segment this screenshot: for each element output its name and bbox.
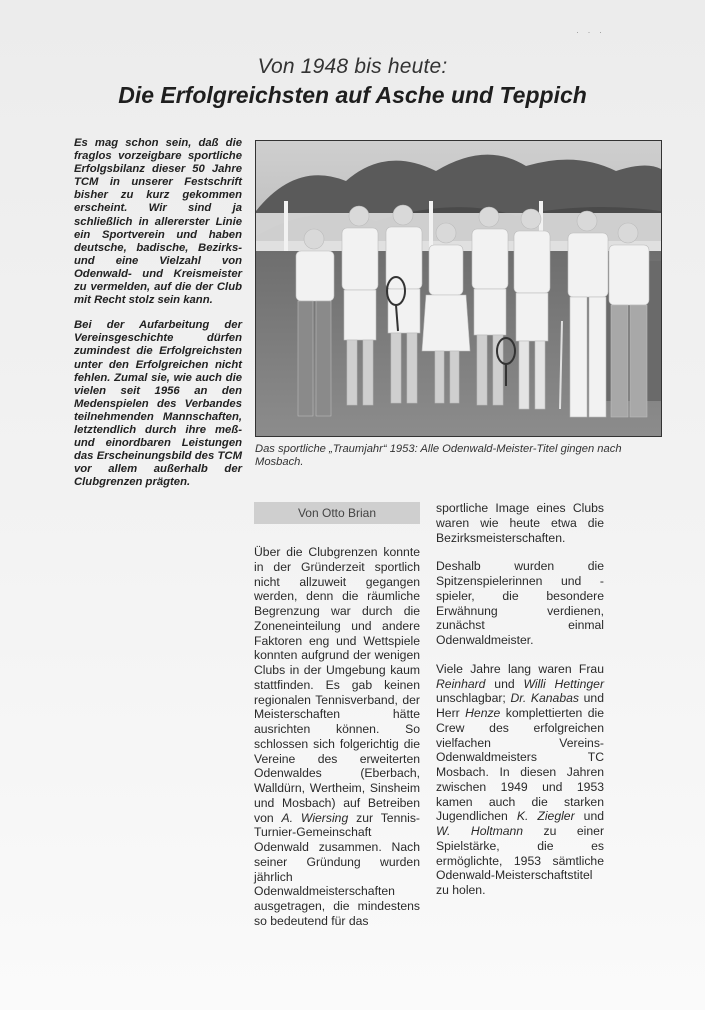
body-column-right <box>436 501 604 912</box>
person-name-ziegler: K. Ziegler <box>516 809 575 824</box>
scan-specks: · · · <box>576 27 605 37</box>
intro-paragraph-2: Bei der Aufarbeitung der Vereinsgeschichte dürfen zumindest die Erfolgreichsten unter den Erfolgreichen nicht fehlen. Zumal sie, wie auch die vielen seit 1956 an den Medenspielen des Verbandes teilnehmenden Mannschaften, letztendlich durch ihre meß- und einordbaren Leistungen das Erscheinungsbild des TCM vor allem außerhalb der Clubgrenzen prägten. <box>74 319 242 489</box>
photo-caption: Das sportliche „Traumjahr“ 1953: Alle Odenwald-Meister-Titel gingen nach Mosbach. <box>255 443 622 468</box>
text-run: und Herr <box>436 691 604 720</box>
article-kicker: Von 1948 bis heute: <box>257 55 448 78</box>
body-column-middle <box>254 545 420 943</box>
article-title: Die Erfolgreichsten auf Asche und Teppich <box>118 82 587 108</box>
body-paragraph-4 <box>436 662 604 898</box>
intro-paragraph-1: Es mag schon sein, daß die fraglos vorzeigbare sportliche Erfolgsbilanz dieser 50 Jahre TCM in unserer Festschrift bisher zu kurz gekommen erscheint. Wir sind ja schließlich in allererster Linie ein Sportverein und haben deutsche, badische, Bezirks- und eine Vielzahl von Odenwald- und Kreismeister zu vermelden, auf die der Club mit Recht stolz sein kann. <box>74 137 242 307</box>
text-run: zu einer Spielstärke, die es ermöglichte, 1953 sämtliche Odenwald-Meisterschaftstitel zu holen. <box>436 824 604 897</box>
person-name-reinhard: Reinhard <box>436 676 486 691</box>
text-run: und <box>574 809 605 824</box>
body-paragraph-3: Deshalb wurden die Spitzenspielerinnen und -spieler, die besondere Erwähnung verdienen, zunächst einmal Odenwaldmeister. <box>436 559 604 647</box>
person-name-kanabas: Dr. Kanabas <box>510 691 579 706</box>
author-byline: Von Otto Brian <box>254 502 420 524</box>
person-name-wiersing: A. Wiersing <box>281 810 349 825</box>
person-name-hettinger: Willi Hettinger <box>523 676 604 691</box>
body-paragraph-2: sportliche Image eines Clubs waren wie heute etwa die Bezirksmeisterschaften. <box>436 501 604 545</box>
text-run: komplettierten die Crew des erfolgreichen vielfachen Vereins-Odenwaldmeisters TC Mosbach. In diesen Jahren zwischen 1949 und 1953 kamen auch die starken Jugendlichen <box>436 706 604 824</box>
text-run: Viele Jahre lang waren Frau <box>436 661 604 676</box>
body-paragraph-1 <box>254 545 420 929</box>
text-run: Über die Clubgrenzen konnte in der Gründerzeit sportlich nicht allzuweit gegangen werden, denn die räumliche Begrenzung war durch die Zoneneinteilung und andere Faktoren eng und Wettspiele konnten aufgrund der wenigen Clubs in der Umgebung kaum stattfinden. Es gab keinen regionalen Tennisverband, der Meisterschaften hätte ausrichten können. So schlossen sich folgerichtig die Vereine des erweiterten Odenwaldes (Eberbach, Walldürn, Wertheim, Sinsheim und Mosbach) auf Betreiben von <box>254 545 420 825</box>
text-run: und <box>485 676 524 691</box>
intro-column <box>74 137 242 501</box>
person-name-henze: Henze <box>465 706 501 720</box>
text-run: unschlagbar; <box>436 691 511 706</box>
team-photo-illustration <box>256 141 661 436</box>
team-photo <box>255 140 662 437</box>
text-run: zur Tennis-Turnier-Gemeinschaft Odenwald zusammen. Nach seiner Gründung wurden jährlich Odenwaldmeisterschaften ausgetragen, die mindestens so bedeutend für das <box>254 810 420 928</box>
person-name-holtmann: W. Holtmann <box>436 824 524 838</box>
